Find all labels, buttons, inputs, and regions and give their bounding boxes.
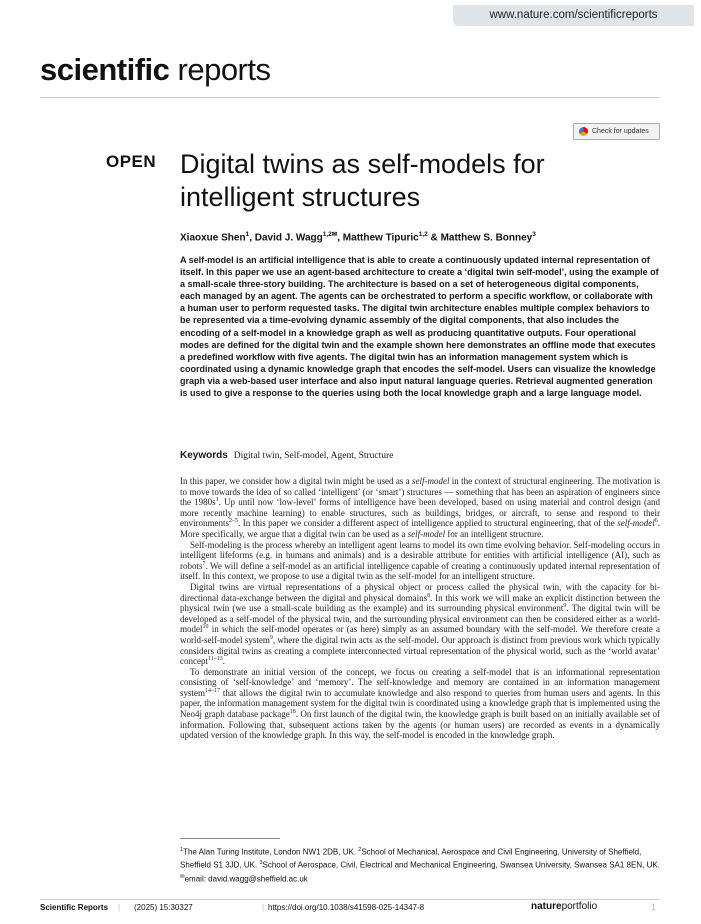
- footer-citation: (2025) 15:30327: [134, 903, 193, 912]
- journal-logo-bold: scientific: [40, 52, 170, 87]
- abstract: A self-model is an artificial intelligence that is able to create a continuously updated internal representation of itself. In this paper we use an agent-based architecture to create a ‘digital twin self-model’, using the example of a small-scale three-story building. The architecture is based on a set of heterogeneous digital components, each managed by an agent. The agents can be orchestrated to perform a specific workflow, or collaborate with a human user to perform requested tasks. The digital twin architecture enables multiple complex behaviors to be represented via a time-evolving dynamic assembly of the digital components, that also includes the encoding of a self-model in a knowledge graph as well as producing quantitative outputs. Four operational modes are defined for the digital twin and the example shown here demonstrates an offline mode that executes a predefined workflow with five agents. The digital twin has an information management system which is coordinated using a dynamic knowledge graph that encodes the self-model. Users can visualize the knowledge graph via a web-based user interface and also input natural language queries. Retrieval augmented generation is used to give a response to the queries using both the local knowledge graph and a large language model.: [180, 255, 659, 399]
- footnote-divider: [180, 838, 280, 839]
- footer-divider: [40, 899, 660, 900]
- author-affiliation: 3: [532, 231, 536, 238]
- author-name[interactable]: David J. Wagg: [254, 232, 323, 244]
- author-affiliation: 1: [245, 231, 250, 238]
- journal-url[interactable]: www.nature.com/scientificreports: [453, 5, 694, 26]
- header-divider: [40, 97, 660, 98]
- check-updates-button[interactable]: [573, 123, 660, 140]
- footer-separator: |: [262, 903, 265, 912]
- author-name[interactable]: Matthew S. Bonney: [440, 232, 533, 244]
- keywords-text: Digital twin, Self-model, Agent, Structure: [233, 451, 394, 461]
- author-affiliation: 1,2: [418, 231, 428, 238]
- journal-logo: [40, 52, 271, 88]
- publisher-logo-light: portfolio: [561, 901, 598, 912]
- keywords-label: Keywords: [180, 450, 228, 461]
- footer-doi[interactable]: https://doi.org/10.1038/s41598-025-14347-8: [268, 903, 425, 912]
- affiliations-footnote: $^1$The Alan Turing Institute, London NW1 2DB, UK. $^2$School of Mechanical, Aerospace and Civil Engineering, University of Sheffield, Sheffield S1 3JD, UK. $^3$School of Aerospace, Civil, Electrical and Mechanical Engineering, Swansea University, Swansea SA1 8EN, UK. ✉email: david.wagg@sheffield.ac.uk: [180, 847, 660, 884]
- author-affiliation: 1,2✉: [322, 231, 338, 238]
- article-title: Digital twins as self-models for intelligent structures: [180, 149, 545, 212]
- author-list: Xiaoxue Shen$^1$, David J. Wagg$^{1,2✉}$, Matthew Tipuric$^{1,2}$ & Matthew S. Bonney$^3$: [180, 231, 536, 244]
- body-paragraph: To demonstrate an initial version of the concept, we focus on creating a self-model that is an informational representation consisting of ‘self-knowledge’ and ‘memory’. The self-knowledge and memory are contained in an information management system$^{14-17}$ that allows the digital twin to accumulate knowledge and also respond to queries from human users and agents. In this paper, the information management system for the digital twin is coordinated using a knowledge graph that is implemented using the Neo4j graph database package$^{18}$. On first launch of the digital twin, the knowledge graph is built based on an initially available set of information. Following that, subsequent actions taken by the agents (or human users) are recorded as events in a dynamically updated version of the knowledge graph. In this way, the self-model is encoded in the knowledge graph.: [180, 666, 661, 741]
- author-name[interactable]: Xiaoxue Shen: [180, 232, 246, 244]
- footer-journal: Scientific Reports: [40, 903, 109, 912]
- footer-separator: |: [118, 903, 121, 912]
- author-name[interactable]: Matthew Tipuric: [342, 232, 419, 244]
- open-access-label: OPEN: [106, 152, 157, 171]
- journal-logo-light: reports: [177, 52, 271, 87]
- body-paragraph: In this paper, we consider how a digital twin might be used as a self-model in the context of structural engineering. The motivation is to move towards the idea of so called ‘intelligent’ (or ‘smart’) structures — something that has been an aspiration of engineers since the $1980s^1$. Up until now ‘low-level’ forms of intelligence have been developed, based on using material and control design (and more recently machine learning) to enable structures, such as buildings, bridges, or aircraft, to sense and respond to their environments$^{2-5}$. In this paper we consider a different aspect of intelligence applied to structural engineering, that of the self-model$^6$. More specifically, we argue that a digital twin can be used as a self-model for an intelligent structure.: [180, 476, 660, 539]
- check-updates-label: Check for updates: [592, 128, 649, 135]
- body-paragraph: Self-modeling is the process whereby an intelligent agent learns to model its own time evolving behavior. Self-modeling occurs in intelligent lifeforms (e.g. in humans and animals) and is a desirable attribute for entities with artificial intelligence (AI), such as robots$^7$. We will define a self-model as an artificial intelligence capable of creating a continuously updated internal representation of itself. In this context, we propose to use a digital twin as the self-model for an intelligent structure.: [180, 539, 660, 582]
- body-paragraph: Digital twins are virtual representations of a physical object or process called the physical twin, with the capacity for bi-directional data-exchange between the digital and physical domains$^8$. In this work we will make an explicit distinction between the physical twin (we use a small-scale building as the example) and its surrounding physical environment$^9$. The digital twin will be developed as a self-model of the physical twin, and the surrounding physical environment can then be considered either as a world-model$^{10}$ in which the self-model operates or (as here) simply as an assumed boundary with the self-model. We therefore create a world-self-model system$^9$, where the digital twin acts as the self-model. Our approach is distinct from previous work which typically considers digital twins as creating a complete interconnected virtual representation of the physical world, such as the ‘world avatar’ concept$^{11-13}$.: [180, 581, 660, 667]
- article-body: [180, 476, 660, 741]
- keywords: [180, 450, 660, 461]
- crossmark-icon: [579, 127, 588, 136]
- publisher-logo: [531, 901, 597, 912]
- publisher-logo-bold: nature: [531, 901, 562, 912]
- page-number: 1: [651, 902, 657, 912]
